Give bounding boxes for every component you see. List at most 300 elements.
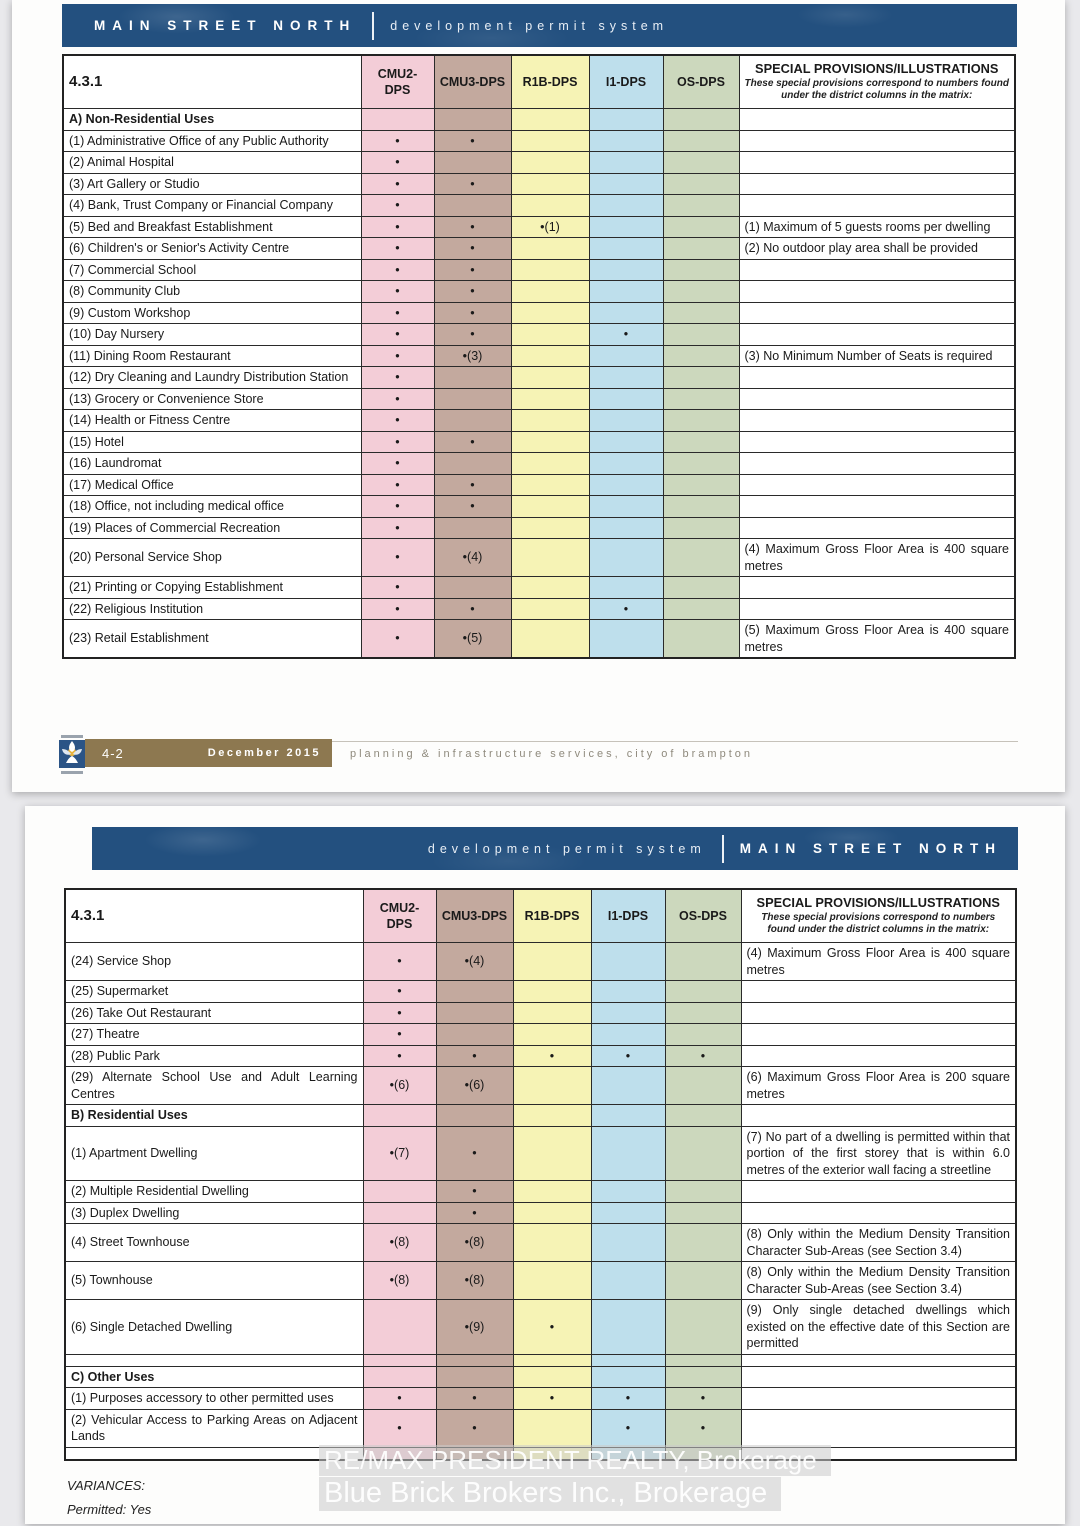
district-cell bbox=[511, 195, 589, 217]
table-row bbox=[63, 130, 1015, 152]
table-row bbox=[63, 431, 1015, 453]
district-cell bbox=[511, 130, 589, 152]
watermark-line-1: RE/MAX PRESIDENT REALTY, Brokerage bbox=[319, 1445, 831, 1476]
district-cell bbox=[511, 238, 589, 260]
district-cell: • bbox=[434, 259, 511, 281]
provision-cell: (7) No part of a dwelling is permitted within that portion of the first storey that is within 6.0 metres of the exterior wall facing a streetline bbox=[741, 1126, 1016, 1181]
district-cell: • bbox=[434, 216, 511, 238]
use-label-cell: (1) Administrative Office of any Public Authority bbox=[63, 130, 361, 152]
district-cell bbox=[436, 1354, 513, 1366]
special-provisions-header bbox=[739, 55, 1015, 109]
provision-cell: (2) No outdoor play area shall be provided bbox=[739, 238, 1015, 260]
district-cell bbox=[591, 1067, 665, 1105]
table-row bbox=[65, 943, 1016, 981]
district-cell: •(8) bbox=[436, 1224, 513, 1262]
district-cell: •(4) bbox=[436, 943, 513, 981]
table-row bbox=[63, 474, 1015, 496]
district-cell bbox=[513, 1181, 591, 1203]
section-ref: 4.3.1 bbox=[65, 889, 363, 943]
table-row bbox=[63, 238, 1015, 260]
provision-cell bbox=[741, 1409, 1016, 1447]
table-row bbox=[63, 410, 1015, 432]
district-cell: • bbox=[361, 130, 434, 152]
use-label-cell: (10) Day Nursery bbox=[63, 324, 361, 346]
table-row bbox=[65, 1409, 1016, 1447]
use-label-cell: (22) Religious Institution bbox=[63, 598, 361, 620]
district-cell: •(8) bbox=[363, 1262, 436, 1300]
watermark bbox=[319, 1445, 831, 1512]
provision-cell bbox=[739, 324, 1015, 346]
column-header-i1: I1-DPS bbox=[591, 889, 665, 943]
district-cell: • bbox=[434, 302, 511, 324]
district-cell: • bbox=[513, 1045, 591, 1067]
use-label-cell: (2) Multiple Residential Dwelling bbox=[65, 1181, 363, 1203]
district-cell bbox=[511, 577, 589, 599]
district-cell bbox=[511, 324, 589, 346]
district-cell bbox=[591, 981, 665, 1003]
provision-cell bbox=[739, 152, 1015, 174]
provision-cell bbox=[739, 474, 1015, 496]
district-cell: •(5) bbox=[434, 620, 511, 659]
district-cell: •(3) bbox=[434, 345, 511, 367]
district-cell bbox=[511, 281, 589, 303]
banner-subtitle: development permit system bbox=[390, 18, 669, 33]
provision-cell: (4) Maximum Gross Floor Area is 400 square metres bbox=[739, 539, 1015, 577]
use-label-cell: (4) Bank, Trust Company or Financial Company bbox=[63, 195, 361, 217]
district-cell bbox=[513, 1409, 591, 1447]
district-cell bbox=[513, 1354, 591, 1366]
provision-cell: (9) Only single detached dwellings which existed on the effective date of this Section are permitted bbox=[741, 1300, 1016, 1355]
use-label-cell: (25) Supermarket bbox=[65, 981, 363, 1003]
district-cell bbox=[589, 577, 663, 599]
district-cell bbox=[663, 517, 739, 539]
district-cell bbox=[663, 195, 739, 217]
district-cell: • bbox=[361, 173, 434, 195]
use-label-cell: (18) Office, not including medical office bbox=[63, 496, 361, 518]
district-cell: • bbox=[361, 259, 434, 281]
provision-cell bbox=[741, 1045, 1016, 1067]
provision-cell bbox=[741, 1024, 1016, 1046]
district-cell: • bbox=[591, 1388, 665, 1410]
district-cell bbox=[511, 302, 589, 324]
section-ref: 4.3.1 bbox=[63, 55, 361, 109]
banner-divider bbox=[372, 12, 374, 40]
district-cell: • bbox=[665, 1409, 741, 1447]
use-label-cell: (17) Medical Office bbox=[63, 474, 361, 496]
district-cell bbox=[663, 453, 739, 475]
use-label-cell: (27) Theatre bbox=[65, 1024, 363, 1046]
district-cell: • bbox=[434, 281, 511, 303]
table-row bbox=[65, 1262, 1016, 1300]
district-cell bbox=[511, 388, 589, 410]
banner-title: MAIN STREET NORTH bbox=[739, 841, 1002, 856]
banner-subtitle: development permit system bbox=[427, 841, 706, 856]
district-cell bbox=[663, 109, 739, 131]
district-cell: • bbox=[513, 1300, 591, 1355]
district-cell bbox=[513, 981, 591, 1003]
page-1 bbox=[12, 0, 1065, 792]
use-label-cell: (24) Service Shop bbox=[65, 943, 363, 981]
district-cell bbox=[589, 474, 663, 496]
section-label-cell: B) Residential Uses bbox=[65, 1105, 363, 1127]
district-cell bbox=[591, 1024, 665, 1046]
use-label-cell: (14) Health or Fitness Centre bbox=[63, 410, 361, 432]
district-cell bbox=[434, 109, 511, 131]
provision-cell bbox=[739, 496, 1015, 518]
table-row bbox=[63, 302, 1015, 324]
district-cell bbox=[665, 981, 741, 1003]
matrix-header-row bbox=[63, 55, 1015, 109]
district-cell bbox=[663, 367, 739, 389]
district-cell bbox=[511, 431, 589, 453]
table-row bbox=[65, 1300, 1016, 1355]
provision-cell: (8) Only within the Medium Density Transition Character Sub-Areas (see Section 3.4) bbox=[741, 1224, 1016, 1262]
district-cell bbox=[591, 1202, 665, 1224]
district-cell: • bbox=[436, 1202, 513, 1224]
district-cell bbox=[513, 1202, 591, 1224]
column-header-r1b: R1B-DPS bbox=[513, 889, 591, 943]
column-header-r1b: R1B-DPS bbox=[511, 55, 589, 109]
district-cell bbox=[665, 1067, 741, 1105]
variances-label: VARIANCES: bbox=[67, 1478, 146, 1493]
district-cell bbox=[663, 539, 739, 577]
district-cell bbox=[589, 195, 663, 217]
district-cell bbox=[361, 109, 434, 131]
table-row bbox=[63, 496, 1015, 518]
district-cell bbox=[363, 1300, 436, 1355]
district-cell bbox=[665, 1126, 741, 1181]
district-cell bbox=[591, 1224, 665, 1262]
district-cell: •(9) bbox=[436, 1300, 513, 1355]
district-cell: • bbox=[361, 474, 434, 496]
district-cell bbox=[511, 620, 589, 659]
table-row bbox=[63, 259, 1015, 281]
district-cell bbox=[663, 324, 739, 346]
district-cell bbox=[665, 1181, 741, 1203]
column-header-cmu2: CMU2-DPS bbox=[363, 889, 436, 943]
use-label-cell: (5) Bed and Breakfast Establishment bbox=[63, 216, 361, 238]
provision-cell bbox=[739, 281, 1015, 303]
district-cell bbox=[513, 1002, 591, 1024]
district-cell: • bbox=[361, 367, 434, 389]
district-cell bbox=[589, 620, 663, 659]
provision-cell bbox=[741, 981, 1016, 1003]
district-cell bbox=[434, 152, 511, 174]
district-cell: • bbox=[363, 1388, 436, 1410]
provision-cell bbox=[741, 1354, 1016, 1366]
table-row bbox=[63, 281, 1015, 303]
district-cell bbox=[591, 1105, 665, 1127]
district-cell bbox=[663, 431, 739, 453]
district-cell bbox=[665, 1224, 741, 1262]
district-cell: •(7) bbox=[363, 1126, 436, 1181]
district-cell: •(6) bbox=[363, 1067, 436, 1105]
provision-cell bbox=[741, 1388, 1016, 1410]
footer-department: planning & infrastructure services, city of brampton bbox=[350, 748, 754, 760]
district-cell bbox=[511, 410, 589, 432]
table-row bbox=[63, 517, 1015, 539]
provision-cell bbox=[739, 410, 1015, 432]
district-cell: • bbox=[361, 598, 434, 620]
district-cell bbox=[434, 453, 511, 475]
district-cell bbox=[511, 367, 589, 389]
district-cell: •(6) bbox=[436, 1067, 513, 1105]
district-cell bbox=[511, 345, 589, 367]
district-cell bbox=[589, 431, 663, 453]
provision-cell: (1) Maximum of 5 guests rooms per dwelling bbox=[739, 216, 1015, 238]
table-row bbox=[65, 981, 1016, 1003]
district-cell: • bbox=[434, 173, 511, 195]
table-row bbox=[63, 453, 1015, 475]
table-row bbox=[63, 173, 1015, 195]
district-cell bbox=[663, 598, 739, 620]
special-provisions-subtitle: These special provisions correspond to numbers found under the district columns in the matrix: bbox=[744, 78, 1009, 102]
district-cell bbox=[511, 539, 589, 577]
column-header-os: OS-DPS bbox=[665, 889, 741, 943]
district-cell bbox=[513, 1224, 591, 1262]
district-cell: •(4) bbox=[434, 539, 511, 577]
district-cell: • bbox=[591, 1045, 665, 1067]
district-cell bbox=[436, 981, 513, 1003]
district-cell: • bbox=[434, 474, 511, 496]
district-cell bbox=[436, 1024, 513, 1046]
table-row bbox=[65, 1181, 1016, 1203]
district-cell bbox=[589, 259, 663, 281]
footer-rule bbox=[332, 741, 1018, 742]
district-cell bbox=[434, 195, 511, 217]
provision-cell bbox=[739, 302, 1015, 324]
section-header-row bbox=[65, 1105, 1016, 1127]
district-cell bbox=[665, 1262, 741, 1300]
district-cell bbox=[663, 345, 739, 367]
use-label-cell: (11) Dining Room Restaurant bbox=[63, 345, 361, 367]
district-cell: •(1) bbox=[511, 216, 589, 238]
district-cell bbox=[665, 1002, 741, 1024]
district-cell bbox=[665, 1202, 741, 1224]
district-cell: • bbox=[434, 496, 511, 518]
district-cell: • bbox=[361, 152, 434, 174]
district-cell bbox=[665, 1366, 741, 1388]
table-row bbox=[63, 195, 1015, 217]
district-cell bbox=[591, 1262, 665, 1300]
district-cell bbox=[363, 1105, 436, 1127]
district-cell bbox=[665, 1105, 741, 1127]
district-cell bbox=[663, 496, 739, 518]
district-cell bbox=[434, 410, 511, 432]
district-cell bbox=[663, 259, 739, 281]
variances-block bbox=[67, 1478, 151, 1526]
district-cell bbox=[511, 517, 589, 539]
district-cell: • bbox=[436, 1045, 513, 1067]
use-label-cell: (20) Personal Service Shop bbox=[63, 539, 361, 577]
district-cell bbox=[589, 410, 663, 432]
district-cell bbox=[589, 517, 663, 539]
provision-cell: (6) Maximum Gross Floor Area is 200 square metres bbox=[741, 1067, 1016, 1105]
district-cell: • bbox=[513, 1388, 591, 1410]
district-cell: • bbox=[434, 238, 511, 260]
district-cell bbox=[663, 216, 739, 238]
district-cell: • bbox=[436, 1388, 513, 1410]
district-cell bbox=[513, 1105, 591, 1127]
district-cell bbox=[513, 1262, 591, 1300]
district-cell: • bbox=[361, 345, 434, 367]
district-cell: •(8) bbox=[363, 1224, 436, 1262]
district-cell bbox=[663, 152, 739, 174]
district-cell: • bbox=[363, 1002, 436, 1024]
district-cell bbox=[663, 130, 739, 152]
district-cell bbox=[665, 1354, 741, 1366]
district-cell bbox=[511, 109, 589, 131]
district-cell: • bbox=[589, 324, 663, 346]
district-cell bbox=[363, 1366, 436, 1388]
district-cell bbox=[511, 152, 589, 174]
table-row bbox=[65, 1024, 1016, 1046]
district-cell bbox=[589, 302, 663, 324]
provision-cell bbox=[739, 598, 1015, 620]
provision-cell: (3) No Minimum Number of Seats is required bbox=[739, 345, 1015, 367]
section-label-cell: C) Other Uses bbox=[65, 1366, 363, 1388]
special-provisions-subtitle: These special provisions correspond to numbers found under the district columns in the matrix: bbox=[761, 912, 996, 936]
district-cell: • bbox=[361, 302, 434, 324]
special-provisions-header bbox=[741, 889, 1016, 943]
district-cell bbox=[511, 259, 589, 281]
district-cell: • bbox=[363, 1409, 436, 1447]
provision-cell: (5) Maximum Gross Floor Area is 400 square metres bbox=[739, 620, 1015, 659]
use-label-cell: (1) Purposes accessory to other permitted uses bbox=[65, 1388, 363, 1410]
use-label-cell: (6) Children's or Senior's Activity Centre bbox=[63, 238, 361, 260]
use-label-cell: (5) Townhouse bbox=[65, 1262, 363, 1300]
footer-bar bbox=[85, 739, 332, 767]
watermark-line-2: Blue Brick Brokers Inc., Brokerage bbox=[319, 1477, 781, 1511]
district-cell: • bbox=[436, 1181, 513, 1203]
district-cell: • bbox=[363, 943, 436, 981]
district-cell bbox=[663, 410, 739, 432]
use-label-cell: (26) Take Out Restaurant bbox=[65, 1002, 363, 1024]
district-cell bbox=[513, 1024, 591, 1046]
district-cell: • bbox=[361, 238, 434, 260]
use-label-cell: (21) Printing or Copying Establishment bbox=[63, 577, 361, 599]
use-label-cell: (6) Single Detached Dwelling bbox=[65, 1300, 363, 1355]
use-label-cell: (3) Art Gallery or Studio bbox=[63, 173, 361, 195]
table-row bbox=[63, 324, 1015, 346]
table-row bbox=[63, 620, 1015, 659]
column-header-os: OS-DPS bbox=[663, 55, 739, 109]
district-cell bbox=[363, 1202, 436, 1224]
district-cell bbox=[363, 1181, 436, 1203]
district-cell bbox=[434, 367, 511, 389]
district-cell: • bbox=[363, 1024, 436, 1046]
district-cell bbox=[589, 496, 663, 518]
district-cell bbox=[589, 453, 663, 475]
district-cell bbox=[663, 302, 739, 324]
district-cell bbox=[665, 1024, 741, 1046]
table-row bbox=[65, 1202, 1016, 1224]
table-row bbox=[65, 1045, 1016, 1067]
provision-cell bbox=[739, 173, 1015, 195]
district-cell bbox=[513, 1126, 591, 1181]
page1-banner bbox=[62, 4, 1017, 47]
page-number: 4-2 bbox=[102, 745, 124, 761]
provision-cell bbox=[739, 517, 1015, 539]
provision-cell: (4) Maximum Gross Floor Area is 400 square metres bbox=[741, 943, 1016, 981]
district-cell bbox=[591, 1354, 665, 1366]
provision-cell bbox=[739, 431, 1015, 453]
section-header-row bbox=[65, 1366, 1016, 1388]
district-cell bbox=[663, 238, 739, 260]
district-cell bbox=[511, 173, 589, 195]
provision-cell bbox=[739, 109, 1015, 131]
district-cell: • bbox=[361, 281, 434, 303]
district-cell bbox=[589, 238, 663, 260]
district-cell bbox=[589, 367, 663, 389]
use-label-cell: (29) Alternate School Use and Adult Learning Centres bbox=[65, 1067, 363, 1105]
footer-date: December 2015 bbox=[207, 747, 321, 759]
district-cell bbox=[591, 1366, 665, 1388]
district-cell bbox=[513, 943, 591, 981]
district-cell bbox=[589, 109, 663, 131]
district-cell: •(8) bbox=[436, 1262, 513, 1300]
district-cell bbox=[513, 1366, 591, 1388]
provision-cell bbox=[739, 259, 1015, 281]
district-cell bbox=[434, 388, 511, 410]
district-cell: • bbox=[434, 431, 511, 453]
provision-cell bbox=[741, 1181, 1016, 1203]
district-cell: • bbox=[361, 388, 434, 410]
district-cell bbox=[589, 130, 663, 152]
district-cell: • bbox=[361, 410, 434, 432]
matrix-header-row bbox=[65, 889, 1016, 943]
district-cell: • bbox=[589, 598, 663, 620]
district-cell bbox=[511, 598, 589, 620]
page-2 bbox=[25, 806, 1065, 1524]
district-cell: • bbox=[436, 1126, 513, 1181]
use-label-cell: (23) Retail Establishment bbox=[63, 620, 361, 659]
district-cell bbox=[589, 281, 663, 303]
variances-permitted: Permitted: Yes bbox=[67, 1502, 152, 1517]
district-cell: • bbox=[434, 598, 511, 620]
section-label-cell: A) Non-Residential Uses bbox=[63, 109, 361, 131]
district-cell bbox=[434, 577, 511, 599]
use-label-cell: (2) Animal Hospital bbox=[63, 152, 361, 174]
district-cell bbox=[589, 152, 663, 174]
use-label-cell: (2) Vehicular Access to Parking Areas on Adjacent Lands bbox=[65, 1409, 363, 1447]
district-cell: • bbox=[361, 324, 434, 346]
district-cell bbox=[589, 388, 663, 410]
brampton-logo-icon bbox=[58, 735, 86, 777]
table-row bbox=[63, 539, 1015, 577]
table-row bbox=[63, 388, 1015, 410]
provision-cell bbox=[739, 367, 1015, 389]
table-row bbox=[63, 367, 1015, 389]
district-cell bbox=[363, 1354, 436, 1366]
column-header-cmu3: CMU3-DPS bbox=[436, 889, 513, 943]
table-row bbox=[63, 345, 1015, 367]
district-cell: • bbox=[361, 577, 434, 599]
banner-divider bbox=[722, 835, 724, 863]
use-label-cell: (16) Laundromat bbox=[63, 453, 361, 475]
use-label-cell: (9) Custom Workshop bbox=[63, 302, 361, 324]
district-cell: • bbox=[361, 216, 434, 238]
district-cell: • bbox=[434, 324, 511, 346]
table-row bbox=[65, 1002, 1016, 1024]
district-cell: • bbox=[361, 496, 434, 518]
provision-cell bbox=[741, 1366, 1016, 1388]
district-cell bbox=[663, 474, 739, 496]
district-cell: • bbox=[591, 1409, 665, 1447]
district-cell: • bbox=[361, 195, 434, 217]
district-cell: • bbox=[361, 431, 434, 453]
district-cell: • bbox=[665, 1388, 741, 1410]
